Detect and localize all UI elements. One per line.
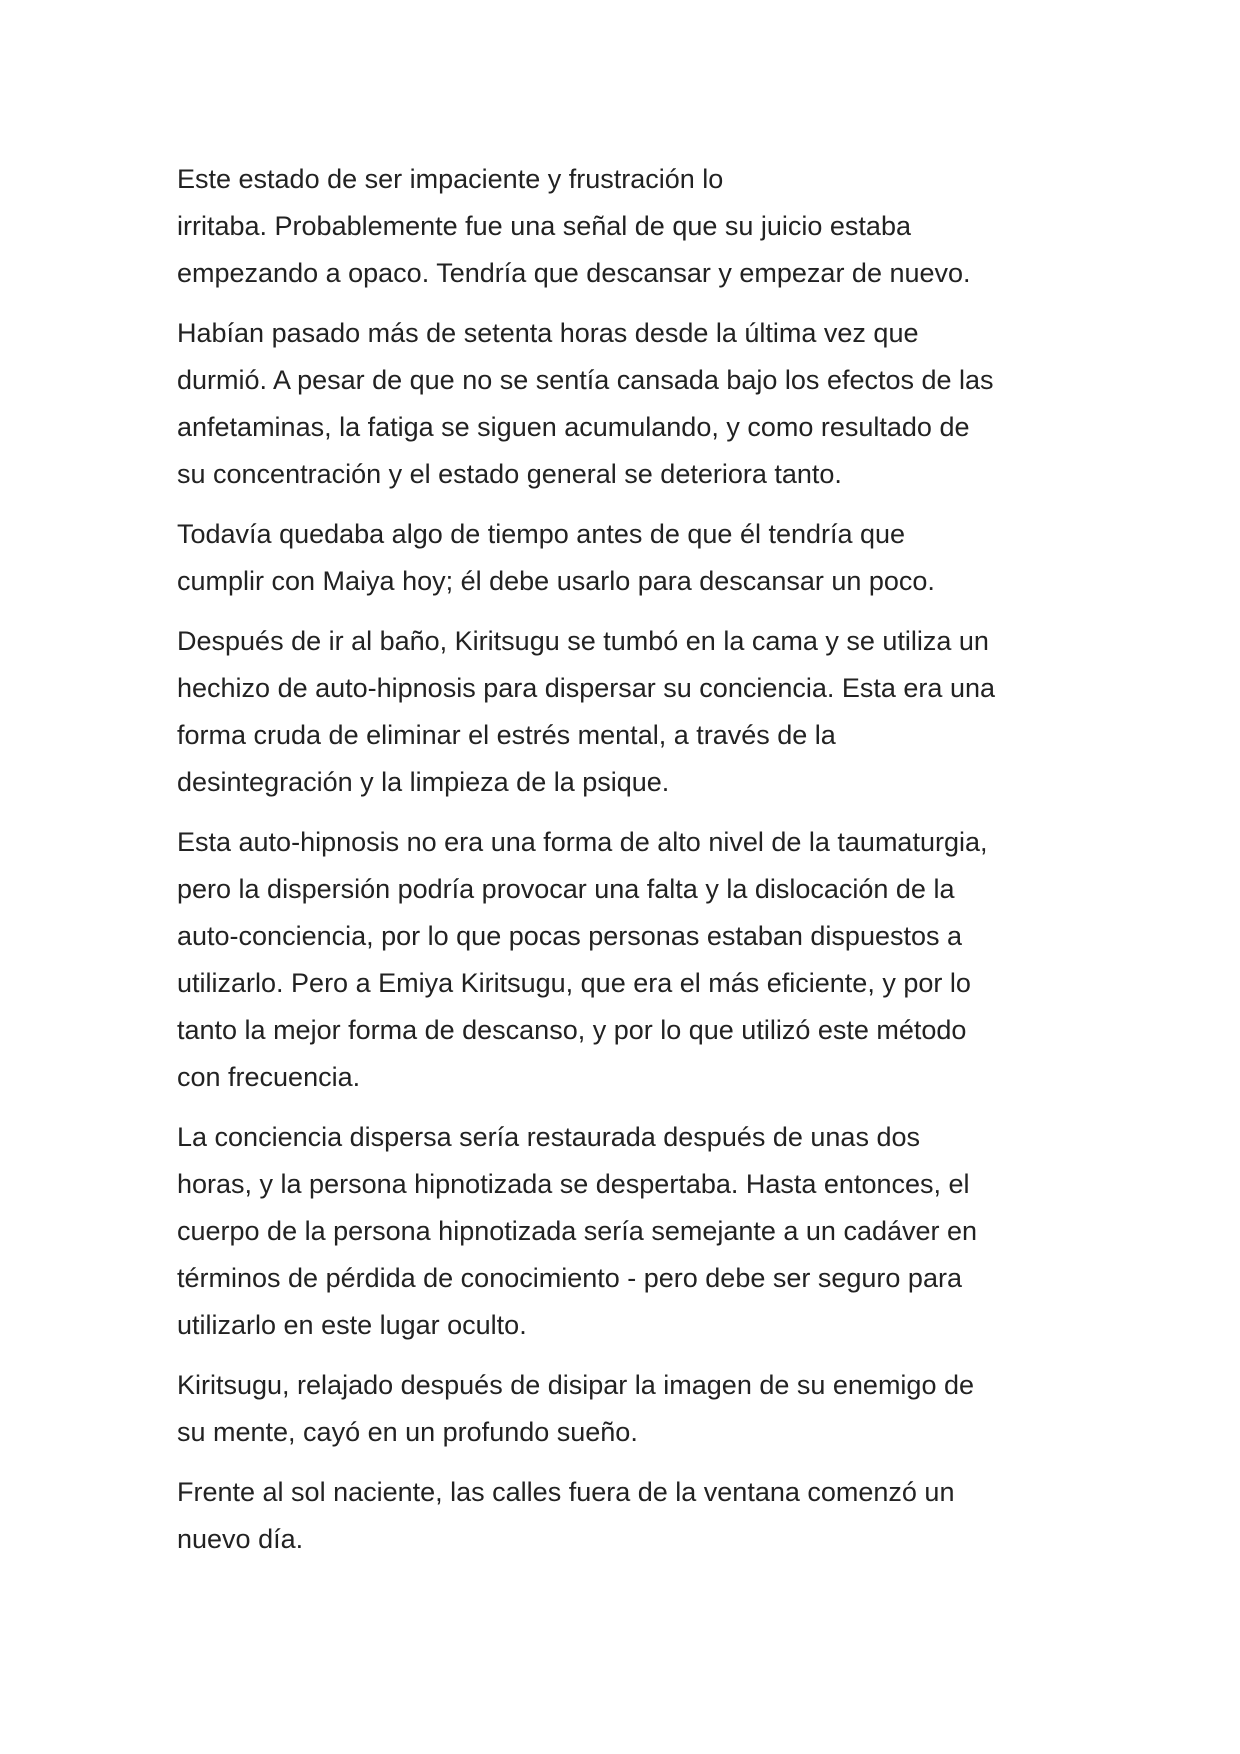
- text-line: durmió. A pesar de que no se sentía cansada bajo los efectos de las: [177, 365, 994, 395]
- text-line: tanto la mejor forma de descanso, y por lo que utilizó este método: [177, 1015, 967, 1045]
- text-line: su concentración y el estado general se deteriora tanto.: [177, 459, 842, 489]
- text-line: Frente al sol naciente, las calles fuera de la ventana comenzó un: [177, 1477, 955, 1507]
- text-line: su mente, cayó en un profundo sueño.: [177, 1417, 638, 1447]
- text-line: nuevo día.: [177, 1524, 304, 1554]
- text-line: anfetaminas, la fatiga se siguen acumulando, y como resultado de: [177, 412, 970, 442]
- text-line: utilizarlo en este lugar oculto.: [177, 1310, 527, 1340]
- text-line: cumplir con Maiya hoy; él debe usarlo para descansar un poco.: [177, 566, 935, 596]
- text-line: La conciencia dispersa sería restaurada después de unas dos: [177, 1122, 920, 1152]
- text-line: empezando a opaco. Tendría que descansar y empezar de nuevo.: [177, 258, 971, 288]
- text-line: Habían pasado más de setenta horas desde la última vez que: [177, 318, 919, 348]
- text-line: hechizo de auto-hipnosis para dispersar su conciencia. Esta era una: [177, 673, 995, 703]
- paragraph-2: [177, 310, 1077, 498]
- text-line: pero la dispersión podría provocar una falta y la dislocación de la: [177, 874, 955, 904]
- text-line: Esta auto-hipnosis no era una forma de alto nivel de la taumaturgia,: [177, 827, 988, 857]
- body-text: [177, 156, 1077, 1576]
- text-line: Todavía quedaba algo de tiempo antes de que él tendría que: [177, 519, 906, 549]
- text-line: forma cruda de eliminar el estrés mental, a través de la: [177, 720, 836, 750]
- text-line: utilizarlo. Pero a Emiya Kiritsugu, que era el más eficiente, y por lo: [177, 968, 971, 998]
- text-line: Este estado de ser impaciente y frustración lo: [177, 164, 724, 194]
- paragraph-6: [177, 1114, 1077, 1349]
- text-line: desintegración y la limpieza de la psique.: [177, 767, 670, 797]
- text-line: términos de pérdida de conocimiento - pero debe ser seguro para: [177, 1263, 962, 1293]
- paragraph-8: [177, 1469, 1077, 1563]
- paragraph-4: [177, 618, 1077, 806]
- paragraph-5: [177, 819, 1077, 1101]
- text-line: Después de ir al baño, Kiritsugu se tumbó en la cama y se utiliza un: [177, 626, 989, 656]
- text-line: auto-conciencia, por lo que pocas personas estaban dispuestos a: [177, 921, 963, 951]
- text-line: Kiritsugu, relajado después de disipar la imagen de su enemigo de: [177, 1370, 975, 1400]
- text-line: con frecuencia.: [177, 1062, 361, 1092]
- paragraph-3: [177, 511, 1077, 605]
- text-line: irritaba. Probablemente fue una señal de que su juicio estaba: [177, 211, 911, 241]
- text-line: horas, y la persona hipnotizada se despertaba. Hasta entonces, el: [177, 1169, 970, 1199]
- text-line: cuerpo de la persona hipnotizada sería semejante a un cadáver en: [177, 1216, 978, 1246]
- paragraph-7: [177, 1362, 1077, 1456]
- paragraph-1: [177, 156, 1077, 297]
